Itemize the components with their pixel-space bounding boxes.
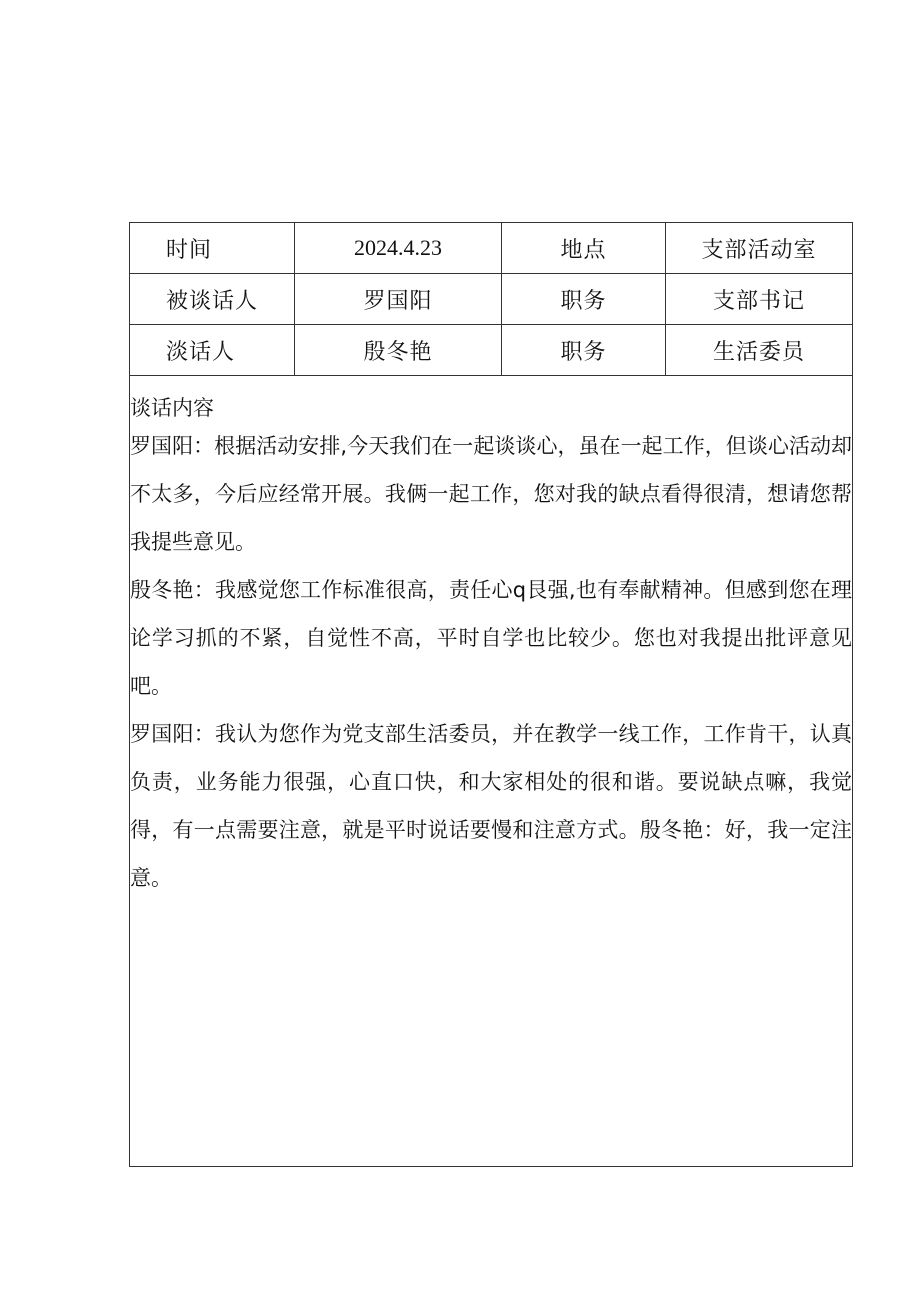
place-label: 地点 (502, 223, 666, 274)
place-value: 支部活动室 (666, 223, 853, 274)
form-row-time-place (130, 223, 853, 274)
talk-paragraph: 罗国阳：根据活动安排,今天我们在一起谈谈心，虽在一起工作，但谈心活动却不太多，今后应经常开展。我俩一起工作，您对我的缺点看得很清，想请您帮我提些意见。 (130, 434, 852, 554)
talk-record-form (129, 222, 853, 1167)
interviewer-position-value: 生活委员 (666, 325, 853, 376)
form-row-interviewee (130, 274, 853, 325)
form-row-interviewer (130, 325, 853, 376)
interviewer-value: 殷冬艳 (295, 325, 502, 376)
talk-content-cell (130, 376, 853, 1167)
talk-paragraph: 殷冬艳：我感觉您工作标准很高，责任心q艮强,也有奉献精神。但感到您在理论学习抓的不紧，自觉性不高，平时自学也比较少。您也对我提出批评意见吧。 (130, 578, 852, 698)
interviewer-position-label: 职务 (502, 325, 666, 376)
interviewer-label: 淡话人 (130, 325, 295, 376)
talk-content-title: 谈话内容 (130, 396, 214, 420)
interviewee-position-value: 支部书记 (666, 274, 853, 325)
interviewee-position-label: 职务 (502, 274, 666, 325)
form-row-content (130, 376, 853, 1167)
time-value: 2024.4.23 (295, 223, 502, 274)
interviewee-value: 罗国阳 (295, 274, 502, 325)
talk-paragraph: 罗国阳：我认为您作为党支部生活委员，并在教学一线工作，工作肯干，认真负责，业务能力很强，心直口快，和大家相处的很和谐。要说缺点嘛，我觉得，有一点需要注意，就是平时说话要慢和注意方式。殷冬艳：好，我一定注意。 (130, 722, 852, 890)
interviewee-label: 被谈话人 (130, 274, 295, 325)
time-label: 时间 (130, 223, 295, 274)
